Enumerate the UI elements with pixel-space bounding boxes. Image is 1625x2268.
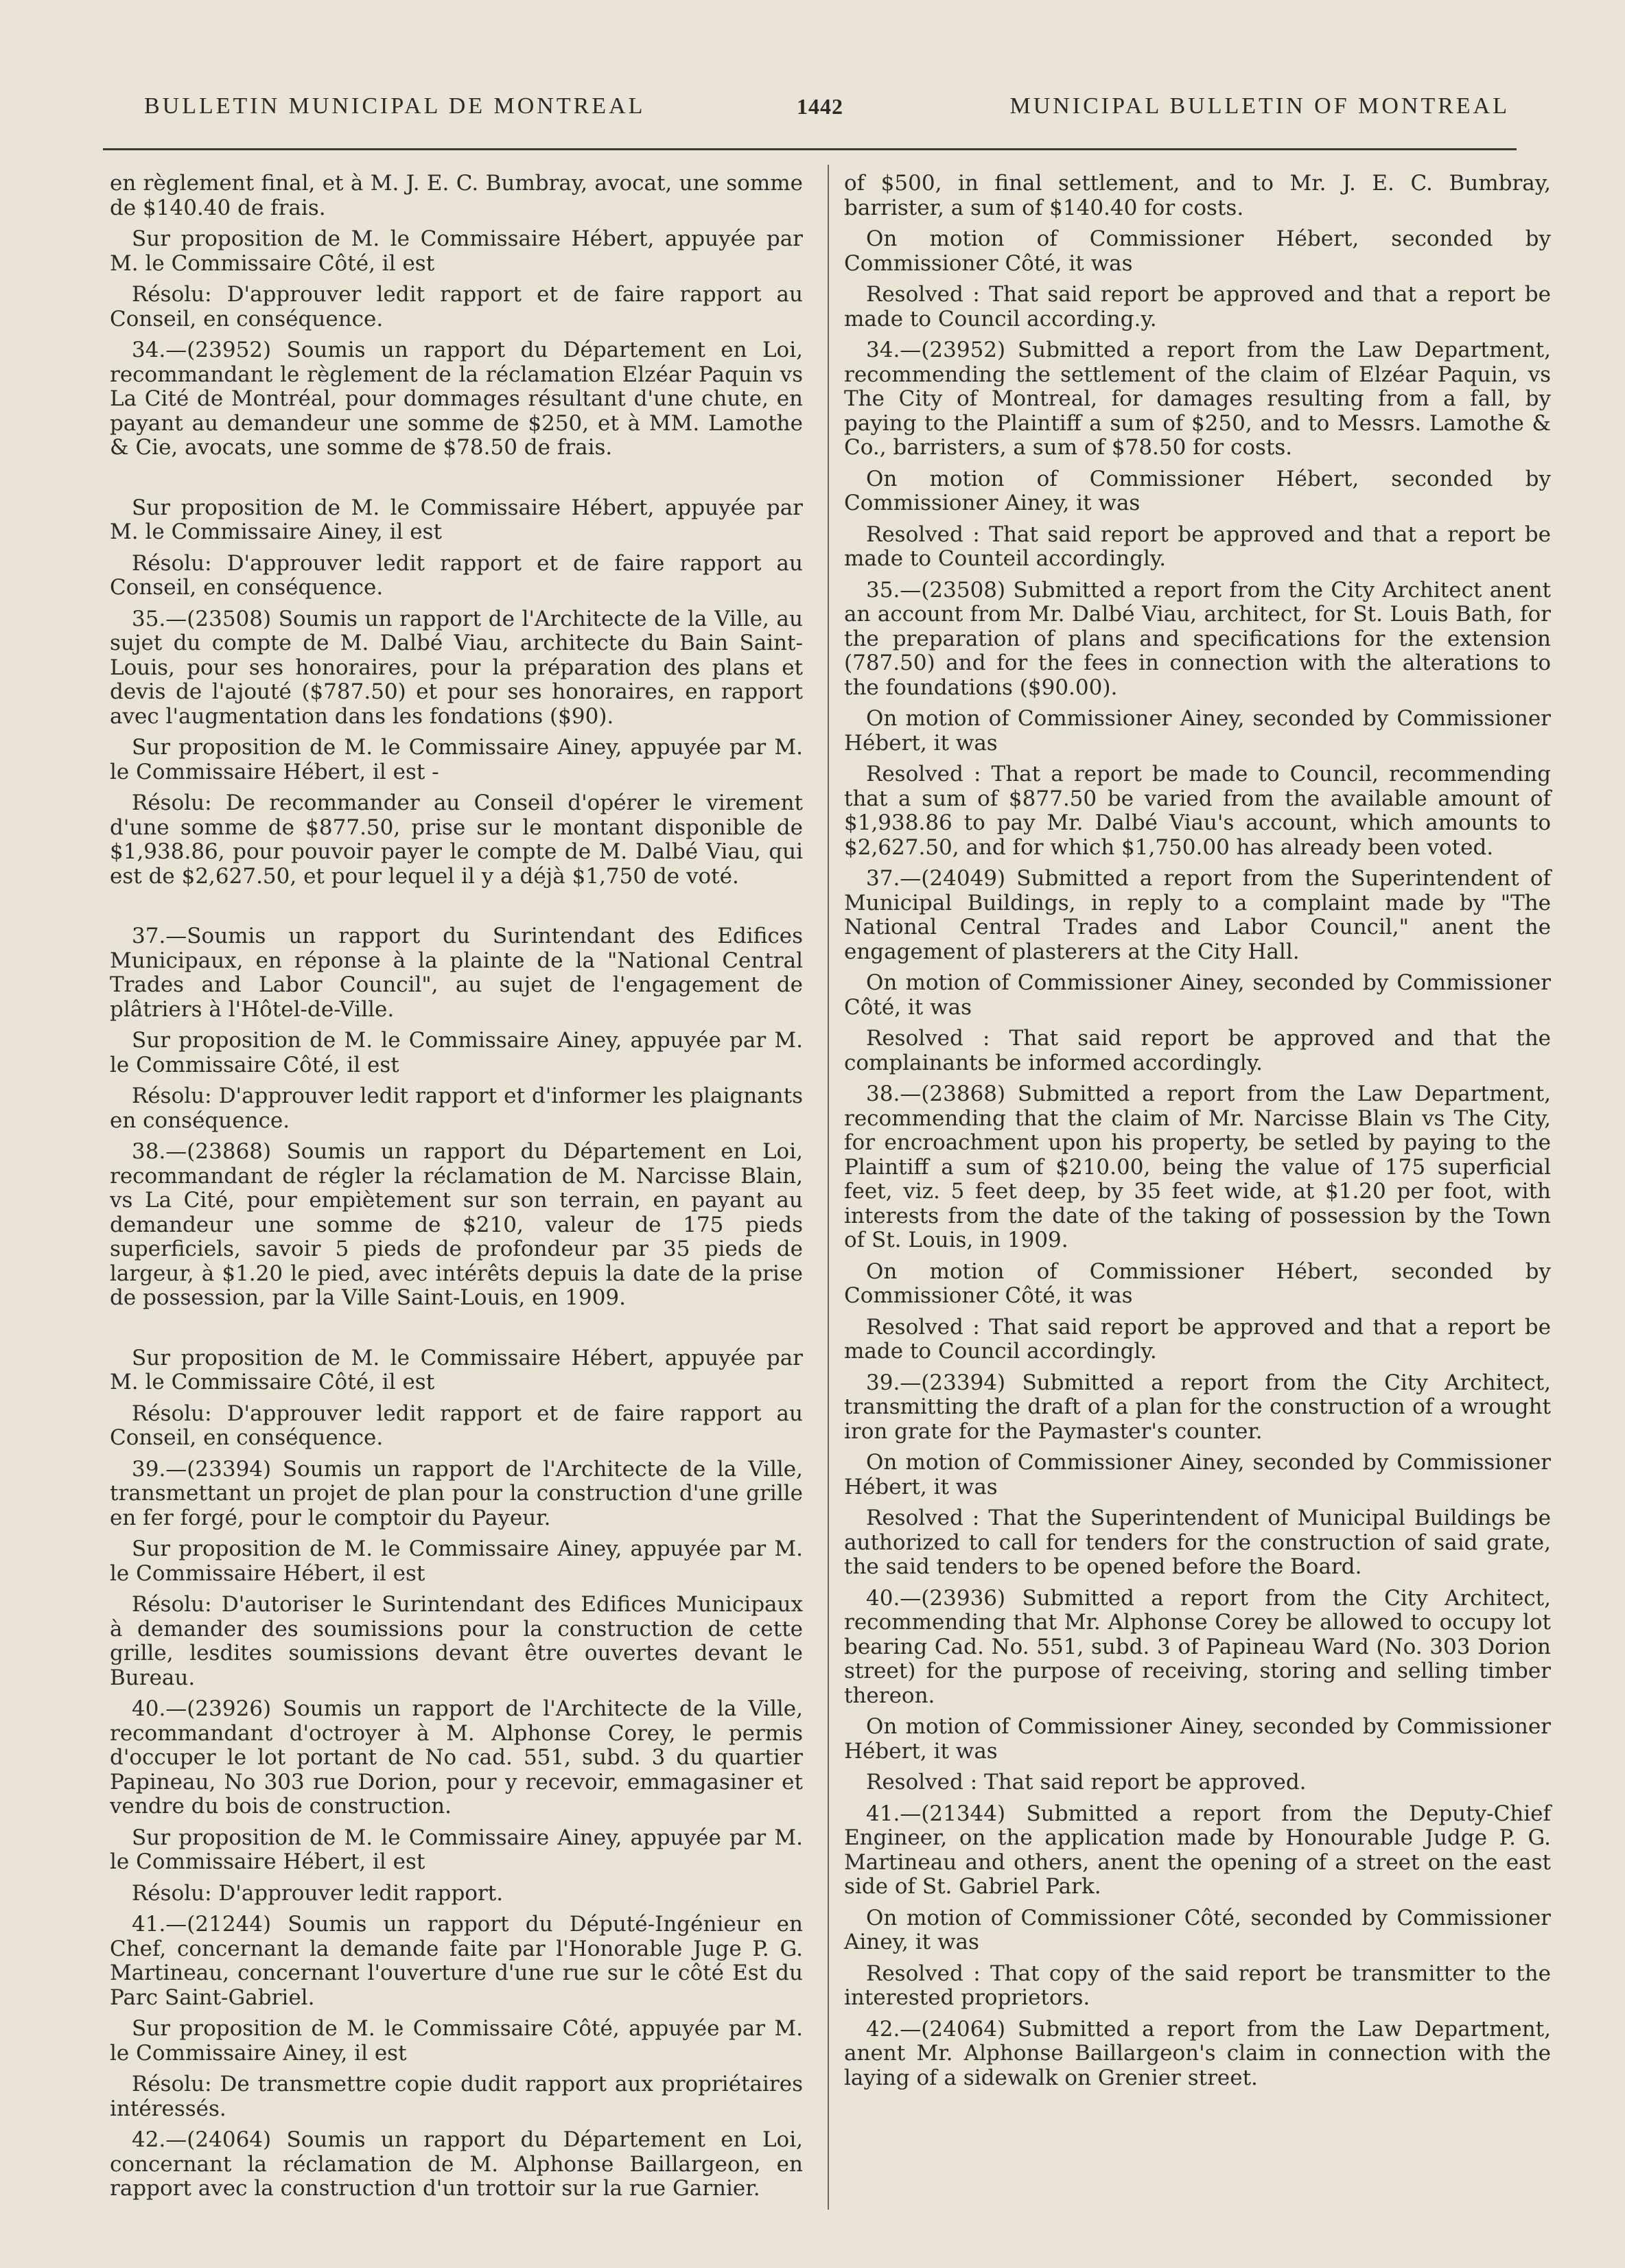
- en-paragraph: 41.—(21344) Submitted a report from the Deputy-Chief Engineer, on the application made by Honourable Judge P. G. Martineau and others, anent the opening of a street on the east side of St. Gabriel Park.: [844, 1801, 1551, 1899]
- fr-paragraph: Résolu: D'autoriser le Surintendant des Edifices Municipaux à demander des soumissions pour la construction de cette grille, lesdites soumissions devant être ouvertes devant le Bureau.: [110, 1592, 803, 1690]
- en-paragraph: On motion of Commissioner Côté, seconded by Commissioner Ainey, it was: [844, 1905, 1551, 1954]
- fr-paragraph: 42.—(24064) Soumis un rapport du Département en Loi, concernant la réclamation de M. Alphonse Baillargeon, en rapport avec la construction d'un trottoir sur la rue Garnier.: [110, 2127, 803, 2201]
- fr-paragraph: Sur proposition de M. le Commissaire Hébert, appuyée par M. le Commissaire Côté, il est: [110, 226, 803, 276]
- paragraph-gap: [110, 467, 803, 496]
- en-paragraph: On motion of Commissioner Ainey, seconded by Commissioner Hébert, it was: [844, 706, 1551, 756]
- en-paragraph: 38.—(23868) Submitted a report from the Law Department, recommending that the claim of Mr. Narcisse Blain vs The City, for encroachment upon his property, be setled by paying to the Plaintiff a sum of $210.00, being the value of 175 superficial feet, viz. 5 feet deep, by 35 feet wide, at $1.20 per foot, with interests from the date of the taking of possession by the Town of St. Louis, in 1909.: [844, 1082, 1551, 1252]
- french-column: [110, 172, 803, 2208]
- page-header: [144, 82, 1510, 130]
- en-paragraph: On motion of Commissioner Ainey, seconded by Commissioner Hébert, it was: [844, 1450, 1551, 1499]
- header-english-title: MUNICIPAL BULLETIN OF MONTREAL: [1009, 93, 1510, 119]
- paragraph-gap: [110, 896, 803, 924]
- fr-paragraph: 34.—(23952) Soumis un rapport du Département en Loi, recommandant le règlement de la réclamation Elzéar Paquin vs La Cité de Montréal, pour dommages résultant d'une chute, en payant au demandeur une somme de $250, et à MM. Lamothe & Cie, avocats, une somme de $78.50 de frais.: [110, 338, 803, 460]
- en-paragraph: Resolved : That said report be approved and that a report be made to Council according.y.: [844, 282, 1551, 331]
- fr-paragraph: 38.—(23868) Soumis un rapport du Département en Loi, recommandant de régler la réclamation de M. Narcisse Blain, vs La Cité, pour empiètement sur son terrain, en payant au demandeur une somme de $210, valeur de 175 pieds superficiels, savoir 5 pieds de profondeur par 35 pieds de largeur, à $1.20 le pied, avec intérêts depuis la date de la prise de possession, par la Ville Saint-Louis, en 1909.: [110, 1139, 803, 1310]
- header-rule: [103, 148, 1517, 150]
- fr-paragraph: Résolu: De recommander au Conseil d'opérer le virement d'une somme de $877.50, prise sur le montant disponible de $1,938.86, pour pouvoir payer le compte de M. Dalbé Viau, qui est de $2,627.50, et pour lequel il y a déjà $1,750 de voté.: [110, 791, 803, 889]
- fr-paragraph: Résolu: D'approuver ledit rapport.: [132, 1880, 504, 1906]
- en-paragraph: 39.—(23394) Submitted a report from the City Architect, transmitting the draft of a plan for the construction of a wrought iron grate for the Paymaster's counter.: [844, 1370, 1551, 1444]
- fr-paragraph: 40.—(23926) Soumis un rapport de l'Architecte de la Ville, recommandant d'octroyer à M. Alphonse Corey, le permis d'occuper le lot portant de No cad. 551, subd. 3 du quartier Papineau, No 303 rue Dorion, pour y recevoir, emmagasiner et vendre du bois de construction.: [110, 1696, 803, 1819]
- en-paragraph: Resolved : That said report be approved.: [866, 1770, 1307, 1794]
- en-paragraph: Resolved : That said report be approved and that a report be made to Counteil accordingly.: [844, 522, 1551, 571]
- header-french-title: BULLETIN MUNICIPAL DE MONTREAL: [144, 93, 646, 119]
- fr-paragraph: Résolu: D'approuver ledit rapport et de faire rapport au Conseil, en conséquence.: [110, 550, 803, 600]
- fr-paragraph: Sur proposition de M. le Commissaire Ainey, appuyée par M. le Commissaire Côté, il est: [110, 1028, 803, 1077]
- fr-paragraph: 41.—(21244) Soumis un rapport du Député-Ingénieur en Chef, concernant la demande faite par l'Honorable Juge P. G. Martineau, concernant l'ouverture d'une rue sur le côté Est du Parc Saint-Gabriel.: [110, 1912, 803, 2010]
- fr-paragraph: Résolu: De transmettre copie dudit rapport aux propriétaires intéressés.: [110, 2072, 803, 2121]
- en-paragraph: On motion of Commissioner Ainey, seconded by Commissioner Côté, it was: [844, 970, 1551, 1020]
- fr-paragraph: Résolu: D'approuver ledit rapport et de faire rapport au Conseil, en conséquence.: [110, 282, 803, 331]
- fr-paragraph: Sur proposition de M. le Commissaire Hébert, appuyée par M. le Commissaire Ainey, il est: [110, 495, 803, 544]
- english-column: [844, 172, 1551, 2097]
- page-number: 1442: [797, 93, 843, 119]
- fr-paragraph: 37.—Soumis un rapport du Surintendant des Edifices Municipaux, en réponse à la plainte de la "National Central Trades and Labor Council", au sujet de l'engagement de plâtriers à l'Hôtel-de-Ville.: [110, 924, 803, 1022]
- fr-paragraph: Résolu: D'approuver ledit rapport et d'informer les plaignants en conséquence.: [110, 1084, 803, 1133]
- en-paragraph: Resolved : That the Superintendent of Municipal Buildings be authorized to call for tenders for the construction of said grate, the said tenders to be opened before the Board.: [844, 1506, 1551, 1579]
- en-paragraph: On motion of Commissioner Hébert, seconded by Commissioner Côté, it was: [844, 1259, 1551, 1308]
- fr-paragraph: Sur proposition de M. le Commissaire Côté, appuyée par M. le Commissaire Ainey, il est: [110, 2016, 803, 2066]
- en-paragraph: 42.—(24064) Submitted a report from the Law Department, anent Mr. Alphonse Baillargeon's claim in connection with the laying of a sidewalk on Grenier street.: [844, 2016, 1551, 2090]
- fr-paragraph: Sur proposition de M. le Commissaire Ainey, appuyée par M. le Commissaire Hébert, il est: [110, 1825, 803, 1874]
- fr-paragraph: Résolu: D'approuver ledit rapport et de faire rapport au Conseil, en conséquence.: [110, 1401, 803, 1450]
- fr-paragraph: Sur proposition de M. le Commissaire Hébert, appuyée par M. le Commissaire Côté, il est: [110, 1345, 803, 1394]
- en-paragraph: Resolved : That said report be approved and that a report be made to Council accordingly.: [844, 1314, 1551, 1364]
- en-paragraph: of $500, in final settlement, and to Mr. J. E. C. Bumbray, barrister, a sum of $140.40 for costs.: [844, 171, 1551, 220]
- paragraph-gap: [110, 1318, 803, 1346]
- column-divider: [828, 165, 829, 2210]
- en-paragraph: 34.—(23952) Submitted a report from the Law Department, recommending the settlement of the claim of Elzéar Paquin, vs The City of Montreal, for damages resulting from a fall, by paying to the Plaintiff a sum of $250, and to Messrs. Lamothe & Co., barristers, a sum of $78.50 for costs.: [844, 338, 1551, 460]
- fr-paragraph: 39.—(23394) Soumis un rapport de l'Architecte de la Ville, transmettant un projet de plan pour la construction d'une grille en fer forgé, pour le comptoir du Payeur.: [110, 1456, 803, 1530]
- en-paragraph: On motion of Commissioner Ainey, seconded by Commissioner Hébert, it was: [844, 1714, 1551, 1764]
- en-paragraph: 35.—(23508) Submitted a report from the City Architect anent an account from Mr. Dalbé Viau, architect, for St. Louis Bath, for the preparation of plans and specifications for the extension (787.50) and for the fees in connection with the alterations to the foundations ($90.00).: [844, 577, 1551, 700]
- en-paragraph: Resolved : That a report be made to Council, recommending that a sum of $877.50 be varied from the available amount of $1,938.86 to pay Mr. Dalbé Viau's account, which amounts to $2,627.50, and for which $1,750.00 has already been voted.: [844, 762, 1551, 860]
- fr-paragraph: Sur proposition de M. le Commissaire Ainey, appuyée par M. le Commissaire Hébert, il est: [110, 1536, 803, 1586]
- en-paragraph: Resolved : That said report be approved and that the complainants be informed accordingly.: [844, 1026, 1551, 1075]
- en-paragraph: Resolved : That copy of the said report be transmitter to the interested proprietors.: [844, 1961, 1551, 2010]
- fr-paragraph: en règlement final, et à M. J. E. C. Bumbray, avocat, une somme de $140.40 de frais.: [110, 171, 803, 220]
- en-paragraph: 40.—(23936) Submitted a report from the City Architect, recommending that Mr. Alphonse Corey be allowed to occupy lot bearing Cad. No. 551, subd. 3 of Papineau Ward (No. 303 Dorion street) for the purpose of receiving, storing and selling timber thereon.: [844, 1585, 1551, 1708]
- en-paragraph: On motion of Commissioner Hébert, seconded by Commissioner Ainey, it was: [844, 466, 1551, 515]
- en-paragraph: 37.—(24049) Submitted a report from the Superintendent of Municipal Buildings, in reply to a complaint made by "The National Central Trades and Labor Council," anent the engagement of plasterers at the City Hall.: [844, 866, 1551, 964]
- fr-paragraph: Sur proposition de M. le Commissaire Ainey, appuyée par M. le Commissaire Hébert, il est -: [110, 735, 803, 784]
- en-paragraph: On motion of Commissioner Hébert, seconded by Commissioner Côté, it was: [844, 226, 1551, 276]
- fr-paragraph: 35.—(23508) Soumis un rapport de l'Architecte de la Ville, au sujet du compte de M. Dalbé Viau, architecte du Bain Saint-Louis, pour ses honoraires, pour la préparation des plans et devis de l'ajouté ($787.50) et pour ses honoraires, en rapport avec l'augmentation dans les fondations ($90).: [110, 606, 803, 729]
